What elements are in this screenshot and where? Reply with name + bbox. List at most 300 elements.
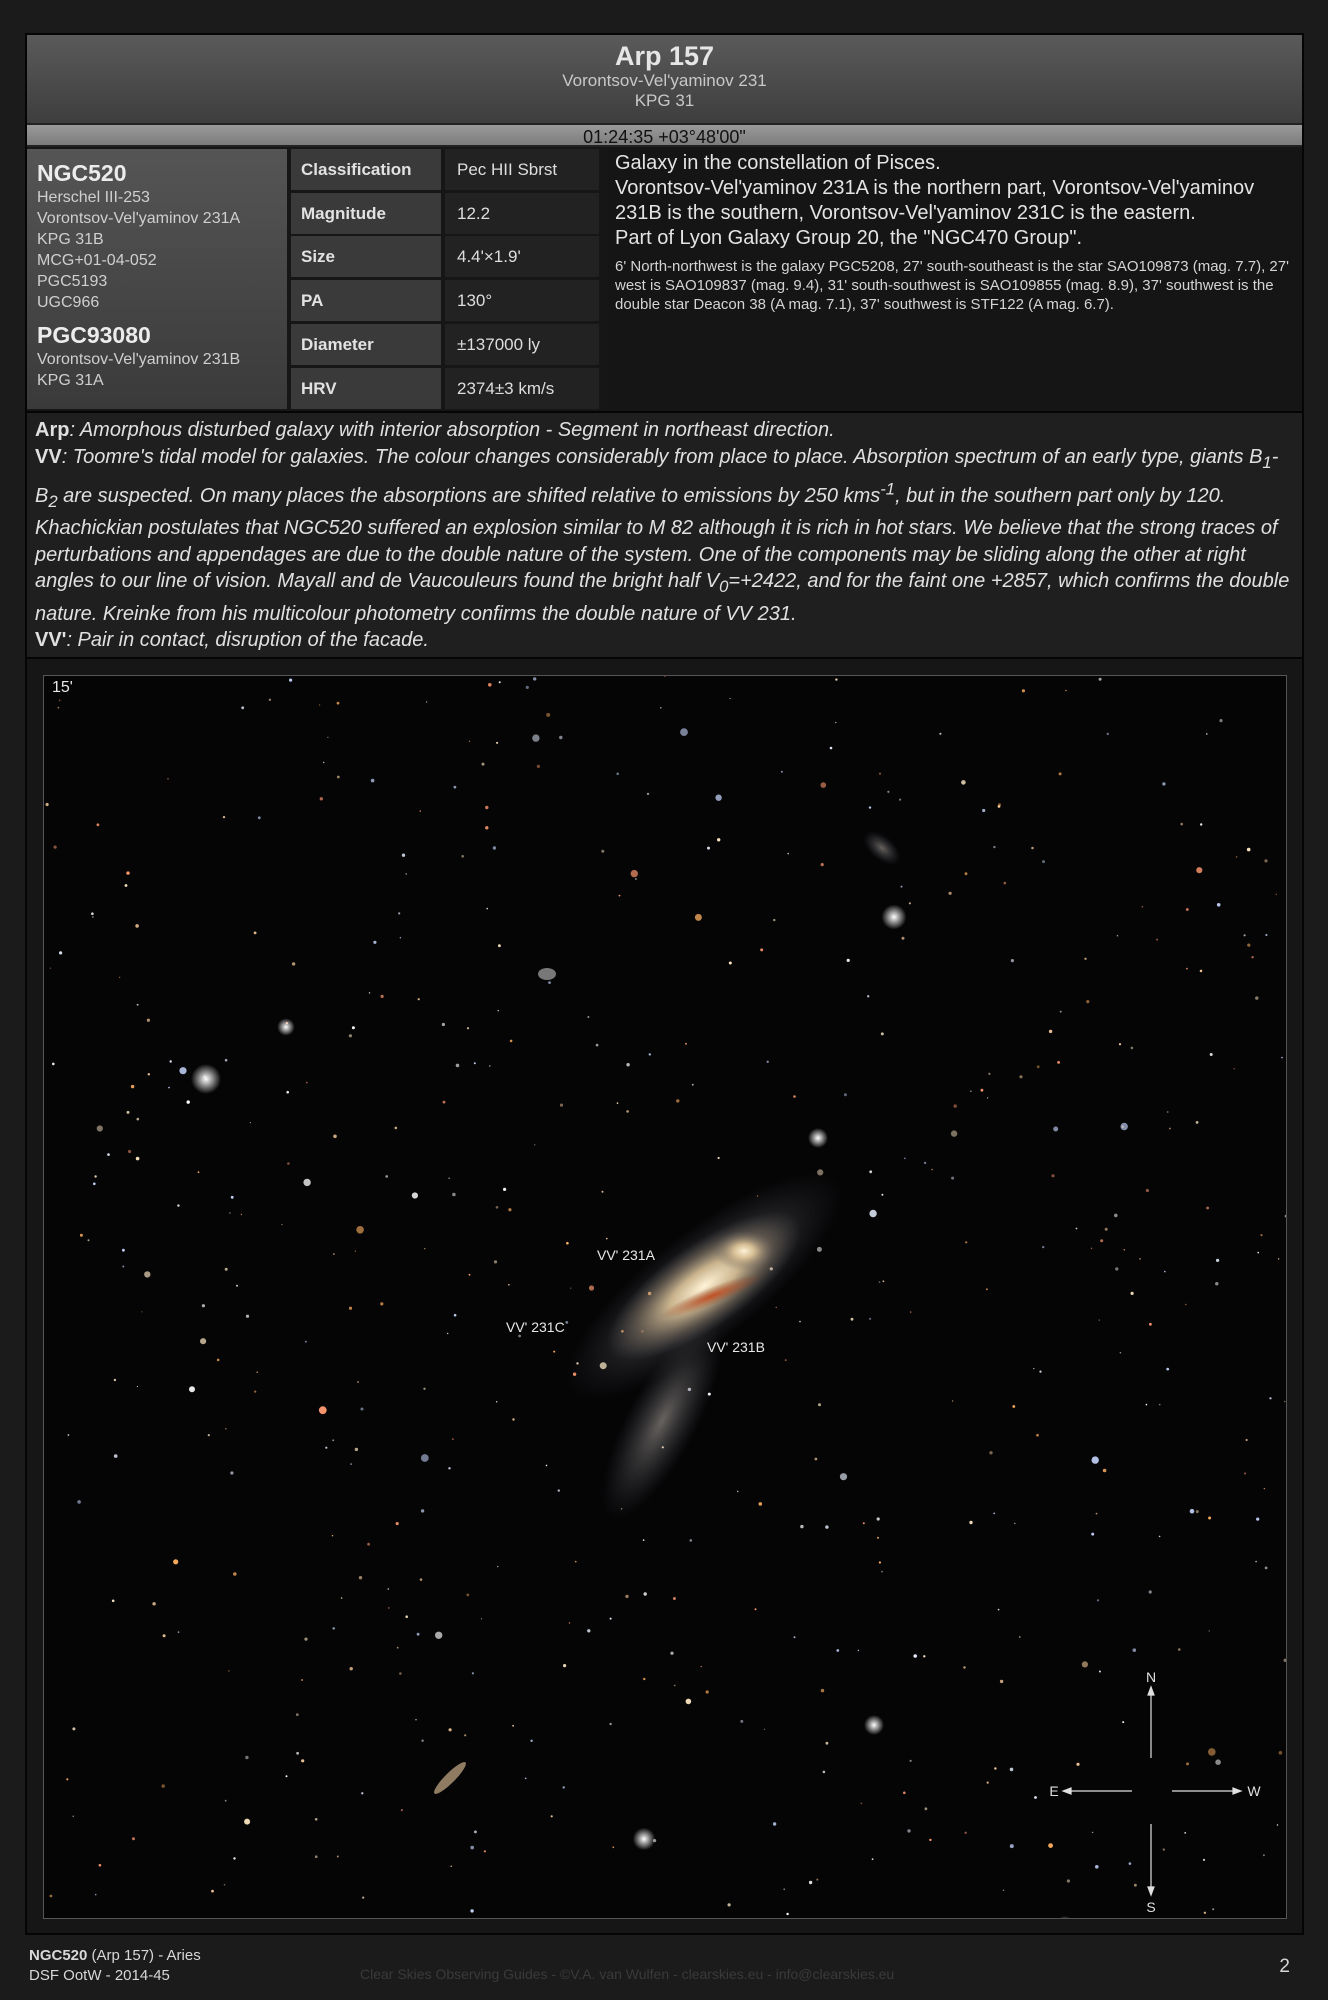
star xyxy=(1022,689,1025,692)
star xyxy=(1234,1068,1235,1069)
star xyxy=(97,1125,103,1131)
star xyxy=(1178,1648,1181,1651)
star xyxy=(560,1104,563,1107)
star xyxy=(836,1649,839,1652)
star xyxy=(132,1837,135,1840)
galaxy-northern-core xyxy=(714,1231,774,1271)
star xyxy=(59,700,61,702)
property-key: Diameter xyxy=(291,324,441,365)
star xyxy=(913,1654,917,1658)
star xyxy=(1012,1405,1015,1408)
footer-object-name: NGC520 xyxy=(29,1947,88,1964)
star xyxy=(526,686,529,689)
star xyxy=(951,1177,954,1180)
star xyxy=(355,1251,356,1252)
star xyxy=(233,1857,235,1859)
star xyxy=(872,1858,874,1860)
star xyxy=(421,1509,424,1512)
star xyxy=(1265,1567,1268,1570)
star xyxy=(1053,1127,1058,1132)
star xyxy=(1120,1352,1122,1354)
star xyxy=(469,1274,471,1276)
galaxy-small xyxy=(538,968,556,980)
star xyxy=(1217,903,1221,907)
star xyxy=(569,1622,570,1623)
star xyxy=(690,1539,693,1542)
star xyxy=(388,1607,389,1608)
star xyxy=(167,778,169,780)
star xyxy=(144,1271,150,1277)
property-row xyxy=(291,193,599,234)
alias: Vorontsov-Vel'yaminov 231A xyxy=(37,210,241,227)
star xyxy=(879,1561,881,1563)
star xyxy=(287,1162,290,1165)
star xyxy=(559,736,562,739)
star xyxy=(729,962,732,965)
star xyxy=(617,1102,619,1104)
star xyxy=(643,1678,645,1680)
star xyxy=(1131,1292,1134,1295)
star xyxy=(470,1846,474,1850)
star xyxy=(1084,958,1086,960)
star xyxy=(304,1638,307,1641)
star xyxy=(835,722,836,723)
star xyxy=(965,872,968,875)
star xyxy=(1142,906,1144,908)
star xyxy=(1167,1111,1169,1113)
star xyxy=(405,1615,408,1618)
bright-star xyxy=(191,1064,221,1094)
star xyxy=(635,878,637,880)
star xyxy=(91,912,94,915)
star xyxy=(844,1093,847,1096)
star xyxy=(426,701,427,702)
star xyxy=(1190,1509,1195,1514)
compass-west-label: W xyxy=(1247,1783,1261,1799)
star xyxy=(1251,956,1253,958)
star xyxy=(881,1571,883,1573)
vv-text: -B xyxy=(35,445,1279,507)
star xyxy=(863,1522,865,1524)
vv-text: , but in the southern part only by 120. Khachickian postulates that NGC520 suffered an explosion similar to M 82 although it is rich in hot stars. We believe that the strong traces of perturbations and appendages are due to the double nature of the system. One of the components may be sliding along the other at right angles to our line of vision. Mayall and de Vaucouleurs found the bright half V xyxy=(35,484,1278,593)
star xyxy=(281,1224,282,1225)
galaxy-edge-on xyxy=(431,1759,469,1797)
star xyxy=(570,1288,571,1289)
star xyxy=(208,1434,210,1436)
star xyxy=(127,1111,130,1114)
star xyxy=(412,1192,418,1198)
subscript: 0 xyxy=(719,577,729,597)
star xyxy=(1265,934,1267,936)
star xyxy=(881,1032,884,1035)
star xyxy=(909,902,911,904)
star xyxy=(786,1913,788,1915)
star xyxy=(1264,859,1267,862)
star xyxy=(1033,1368,1034,1369)
star xyxy=(533,677,536,680)
star xyxy=(141,1311,142,1312)
star xyxy=(1276,894,1277,895)
star xyxy=(508,1284,510,1286)
star xyxy=(114,1454,118,1458)
star xyxy=(799,1321,801,1323)
star xyxy=(760,948,763,951)
star xyxy=(496,742,498,744)
star xyxy=(320,797,323,800)
star xyxy=(229,1212,230,1213)
arp-label: Arp xyxy=(35,419,70,441)
star xyxy=(388,1588,390,1590)
star xyxy=(1067,1879,1070,1882)
star xyxy=(1256,1518,1259,1521)
star xyxy=(1059,772,1062,775)
page-title: Arp 157 xyxy=(614,41,715,71)
footer-series: DSF OotW - 2014-45 xyxy=(29,1967,170,1984)
star xyxy=(257,1372,258,1373)
star xyxy=(1146,1404,1148,1406)
bright-star xyxy=(633,1828,656,1851)
star xyxy=(1091,1533,1094,1536)
star xyxy=(228,1670,229,1671)
sky-image xyxy=(43,675,1287,1919)
star xyxy=(899,799,901,801)
star xyxy=(315,1818,318,1821)
star xyxy=(931,1169,933,1171)
star xyxy=(405,873,407,875)
star xyxy=(988,1073,990,1075)
star xyxy=(231,1196,234,1199)
star xyxy=(337,702,340,705)
star xyxy=(616,773,619,776)
star xyxy=(847,959,850,962)
star xyxy=(450,1865,452,1867)
star xyxy=(179,1067,186,1074)
star xyxy=(73,1816,74,1817)
star xyxy=(170,1060,172,1062)
star xyxy=(851,1318,854,1321)
star xyxy=(359,1576,362,1579)
compass-south-label: S xyxy=(1146,1899,1156,1915)
star xyxy=(362,1897,364,1899)
star xyxy=(496,1206,499,1209)
star xyxy=(883,1280,885,1282)
star xyxy=(417,1633,420,1636)
star xyxy=(68,1434,70,1436)
star xyxy=(1019,1636,1021,1638)
star xyxy=(1246,1439,1248,1441)
star xyxy=(254,932,257,935)
star xyxy=(1206,1207,1209,1210)
star xyxy=(1139,1258,1141,1260)
star xyxy=(518,1335,521,1338)
star xyxy=(296,1752,299,1755)
star xyxy=(1114,1214,1118,1218)
star xyxy=(306,1082,308,1084)
star xyxy=(223,816,225,818)
star xyxy=(332,1439,334,1441)
star xyxy=(631,870,638,877)
property-value: Pec HII Sbrst xyxy=(445,149,599,190)
star xyxy=(443,1101,446,1104)
star xyxy=(737,1491,739,1493)
star xyxy=(1014,1523,1015,1524)
star xyxy=(1037,1065,1040,1068)
star xyxy=(867,995,869,997)
scale-label: 15' xyxy=(52,679,73,696)
arp-text: : Amorphous disturbed galaxy with interior absorption - Segment in northeast direction. xyxy=(69,419,835,441)
star xyxy=(626,1063,629,1066)
star xyxy=(399,1672,402,1675)
star xyxy=(333,1135,337,1139)
star xyxy=(1034,1796,1037,1799)
star xyxy=(289,679,292,682)
star xyxy=(418,998,420,1000)
star xyxy=(66,1778,68,1780)
star xyxy=(954,1104,957,1107)
star xyxy=(1284,1659,1287,1662)
star xyxy=(131,1085,134,1088)
star xyxy=(879,773,881,775)
star xyxy=(50,1895,53,1898)
star xyxy=(532,734,539,741)
star xyxy=(987,1782,989,1784)
star xyxy=(1099,1319,1100,1320)
star xyxy=(1208,1748,1216,1756)
footer-object xyxy=(29,1946,201,1986)
star xyxy=(503,1188,506,1191)
star xyxy=(825,1525,828,1528)
star xyxy=(910,1311,911,1312)
star xyxy=(1105,1228,1108,1231)
star xyxy=(869,1210,876,1217)
header xyxy=(27,35,1302,123)
star xyxy=(447,1333,448,1334)
star xyxy=(826,1742,829,1745)
star xyxy=(610,1618,612,1620)
star xyxy=(1065,690,1067,692)
star xyxy=(800,1525,803,1528)
star xyxy=(537,765,540,768)
star xyxy=(546,713,550,717)
star xyxy=(619,895,621,897)
star xyxy=(1186,908,1189,911)
star xyxy=(246,1315,249,1318)
star xyxy=(759,1502,763,1506)
star xyxy=(327,737,328,738)
info-section xyxy=(27,149,1302,409)
star xyxy=(929,1839,931,1841)
star xyxy=(970,1090,972,1092)
star xyxy=(1209,1630,1210,1631)
star xyxy=(587,1629,590,1632)
star xyxy=(254,1391,256,1393)
description-neighbours: 6' North-northwest is the galaxy PGC5208, 27' south-southeast is the star SAO109873 (mag. 7.7), 27' west is SAO109837 (mag. 9.4), 31' south-southwest is SAO109855 (mag. 8.9), 37' southwest is the double star Deacon 38 (A mag. 7.1), 37' southwest is STF122 (A mag. 6.7). xyxy=(615,258,1289,313)
star xyxy=(122,1266,124,1268)
star xyxy=(961,780,966,785)
star xyxy=(200,1338,206,1344)
star xyxy=(415,1719,416,1720)
star xyxy=(730,698,731,699)
star xyxy=(217,1359,220,1362)
star xyxy=(1159,1536,1161,1538)
property-key: Magnitude xyxy=(291,193,441,234)
vvp-label: VV' xyxy=(35,629,67,652)
star xyxy=(548,981,551,984)
star xyxy=(981,1089,984,1092)
subscript: 2 xyxy=(48,491,58,511)
star xyxy=(596,1044,599,1047)
star xyxy=(664,676,665,677)
properties-table xyxy=(291,149,599,409)
star xyxy=(178,1631,180,1633)
property-value: ±137000 ly xyxy=(445,324,599,365)
star xyxy=(93,1183,96,1186)
star xyxy=(685,1043,687,1045)
star xyxy=(1051,1174,1054,1177)
star xyxy=(369,992,370,993)
star xyxy=(380,1302,383,1305)
star xyxy=(341,1597,343,1599)
star xyxy=(112,1600,115,1603)
star xyxy=(52,1063,55,1066)
star xyxy=(177,1204,179,1206)
star xyxy=(125,884,128,887)
vvp-text: : Pair in contact, disruption of the facade. xyxy=(66,629,429,652)
star xyxy=(452,1193,456,1197)
star xyxy=(498,1010,499,1011)
star xyxy=(1117,935,1119,937)
alias: UGC966 xyxy=(37,294,100,311)
star xyxy=(355,1448,358,1451)
star xyxy=(809,1881,812,1884)
star xyxy=(385,1175,388,1178)
star xyxy=(1099,678,1102,681)
star xyxy=(1278,1258,1279,1259)
star xyxy=(230,1471,233,1474)
star xyxy=(497,1566,498,1567)
star xyxy=(489,1065,490,1066)
star xyxy=(244,1819,250,1825)
star xyxy=(612,1846,614,1848)
star xyxy=(1039,1371,1041,1373)
property-value: 2374±3 km/s xyxy=(445,368,599,409)
star xyxy=(421,1740,423,1742)
star xyxy=(534,1144,535,1145)
star xyxy=(869,806,871,808)
star xyxy=(793,1095,796,1098)
star xyxy=(258,816,261,819)
star xyxy=(94,1175,96,1177)
star xyxy=(224,1884,226,1886)
star xyxy=(163,1634,166,1637)
star xyxy=(472,1672,474,1674)
star xyxy=(1208,1517,1211,1520)
star xyxy=(1285,1215,1286,1218)
star xyxy=(357,1381,358,1382)
star xyxy=(72,1727,75,1730)
alias: MCG+01-04-052 xyxy=(37,252,157,269)
star xyxy=(470,1909,473,1912)
star xyxy=(869,1318,871,1320)
star xyxy=(50,968,51,969)
star xyxy=(496,1401,497,1402)
star xyxy=(1095,1865,1099,1869)
star xyxy=(137,1386,138,1387)
star xyxy=(676,1099,679,1102)
star xyxy=(1279,1751,1283,1755)
star xyxy=(499,681,501,683)
star xyxy=(137,1004,139,1006)
star xyxy=(1076,1228,1078,1230)
star xyxy=(1244,934,1246,936)
star xyxy=(1103,1469,1107,1473)
star xyxy=(1133,1648,1137,1652)
star xyxy=(1196,867,1202,873)
star xyxy=(609,1723,611,1725)
property-row xyxy=(291,324,599,365)
star xyxy=(625,1595,628,1598)
star xyxy=(315,1855,318,1858)
star xyxy=(1164,1271,1166,1273)
subscript: 1 xyxy=(1262,452,1272,472)
star xyxy=(1186,968,1188,970)
star xyxy=(97,823,100,826)
star xyxy=(323,762,324,763)
star xyxy=(877,1537,879,1539)
star xyxy=(816,1879,818,1881)
star xyxy=(482,763,485,766)
property-key: PA xyxy=(291,280,441,321)
star xyxy=(397,1647,399,1649)
star xyxy=(566,1242,569,1245)
star xyxy=(877,1517,880,1520)
star xyxy=(986,1288,988,1290)
star xyxy=(587,1016,589,1018)
star xyxy=(546,1465,548,1467)
bright-star xyxy=(864,1715,884,1735)
star xyxy=(1215,1759,1221,1765)
star xyxy=(241,1214,242,1215)
star xyxy=(952,1400,953,1401)
star xyxy=(107,1153,110,1156)
star xyxy=(400,937,401,938)
star xyxy=(1010,1768,1014,1772)
label-vv-231a: VV' 231A xyxy=(597,1247,655,1263)
page-number: 2 xyxy=(1279,1956,1290,1977)
star xyxy=(1057,1061,1060,1064)
star xyxy=(1196,1510,1199,1513)
star xyxy=(644,1592,647,1595)
star xyxy=(1091,1248,1092,1249)
star xyxy=(606,1238,608,1240)
star xyxy=(821,863,824,866)
alias: KPG 31B xyxy=(37,231,104,248)
star xyxy=(128,1150,131,1153)
star xyxy=(510,1040,513,1043)
star xyxy=(1124,1249,1126,1251)
star xyxy=(1212,1908,1214,1910)
star xyxy=(456,1064,460,1068)
star xyxy=(1115,1267,1118,1270)
star xyxy=(1244,1473,1246,1475)
star xyxy=(168,1087,170,1089)
star xyxy=(269,699,271,701)
star xyxy=(319,1406,327,1414)
star xyxy=(225,1428,227,1430)
star xyxy=(674,1685,676,1687)
star xyxy=(1185,1304,1187,1306)
star xyxy=(1200,823,1202,825)
